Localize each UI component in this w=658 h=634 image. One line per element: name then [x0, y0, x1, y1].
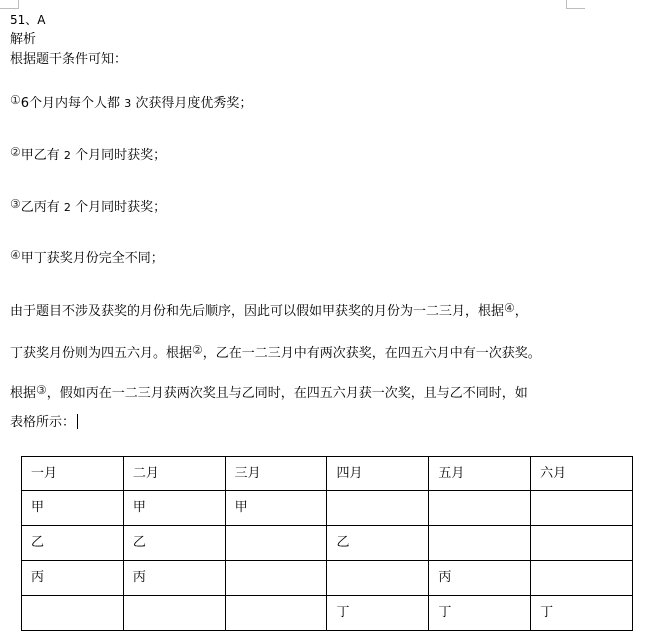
table-cell	[225, 526, 327, 561]
table-header-cell: 四月	[327, 457, 429, 491]
table-cell	[22, 596, 124, 631]
table-cell: 乙	[327, 526, 429, 561]
table-cell: 乙	[22, 526, 124, 561]
condition-1: ①6个月内每个人都 3 次获得月度优秀奖；	[10, 93, 253, 111]
table-cell: 丁	[327, 596, 429, 631]
table-cell: 丁	[429, 596, 531, 631]
page-corner-mark-left	[0, 0, 19, 9]
table-header-cell: 六月	[531, 457, 633, 491]
condition-3: ③乙丙有 2 个月同时获奖；	[10, 197, 167, 215]
table-header-cell: 三月	[225, 457, 327, 491]
table-cell: 乙	[123, 526, 225, 561]
table-cell	[225, 561, 327, 596]
circled-number-2: ②	[10, 145, 21, 159]
analysis-heading: 解析	[10, 32, 37, 47]
table-cell: 甲	[123, 491, 225, 526]
table-row	[22, 526, 633, 561]
table-row	[22, 561, 633, 596]
table-cell: 甲	[22, 491, 124, 526]
table-header-row	[22, 457, 633, 491]
text-cursor	[77, 414, 78, 429]
table-cell	[429, 526, 531, 561]
table-cell	[225, 596, 327, 631]
table-cell	[327, 561, 429, 596]
table-cell	[327, 491, 429, 526]
award-table	[21, 456, 633, 631]
page-corner-mark-right	[566, 0, 585, 9]
circled-number-1: ①	[10, 93, 21, 107]
table-cell	[531, 561, 633, 596]
circled-number-3: ③	[10, 197, 21, 211]
circled-number-4: ④	[10, 248, 21, 262]
table-header-cell: 二月	[123, 457, 225, 491]
table-cell	[123, 596, 225, 631]
question-number: 51、A	[10, 13, 46, 27]
table-header-cell: 一月	[22, 457, 124, 491]
reasoning-line-3: 根据③，假如丙在一二三月获两次奖且与乙同时，在四五六月获一次奖，且与乙不同时，如	[10, 383, 528, 401]
reasoning-line-4: 表格所示：	[10, 414, 78, 431]
table-cell: 丁	[531, 596, 633, 631]
intro-text: 根据题干条件可知：	[10, 52, 128, 67]
table-row	[22, 596, 633, 631]
table-cell: 丙	[429, 561, 531, 596]
table-cell	[429, 491, 531, 526]
table-header-cell: 五月	[429, 457, 531, 491]
reasoning-line-1: 由于题目不涉及获奖的月份和先后顺序，因此可以假如甲获奖的月份为一二三月，根据④，	[10, 301, 528, 319]
table-cell: 甲	[225, 491, 327, 526]
condition-2: ②甲乙有 2 个月同时获奖；	[10, 145, 167, 163]
table-cell: 丙	[123, 561, 225, 596]
table-cell	[531, 526, 633, 561]
reasoning-line-2: 丁获奖月份则为四五六月。根据②，乙在一二三月中有两次获奖，在四五六月中有一次获奖。	[10, 343, 541, 361]
table-cell	[531, 491, 633, 526]
table-cell: 丙	[22, 561, 124, 596]
table-row	[22, 491, 633, 526]
condition-4: ④甲丁获奖月份完全不同；	[10, 248, 164, 266]
